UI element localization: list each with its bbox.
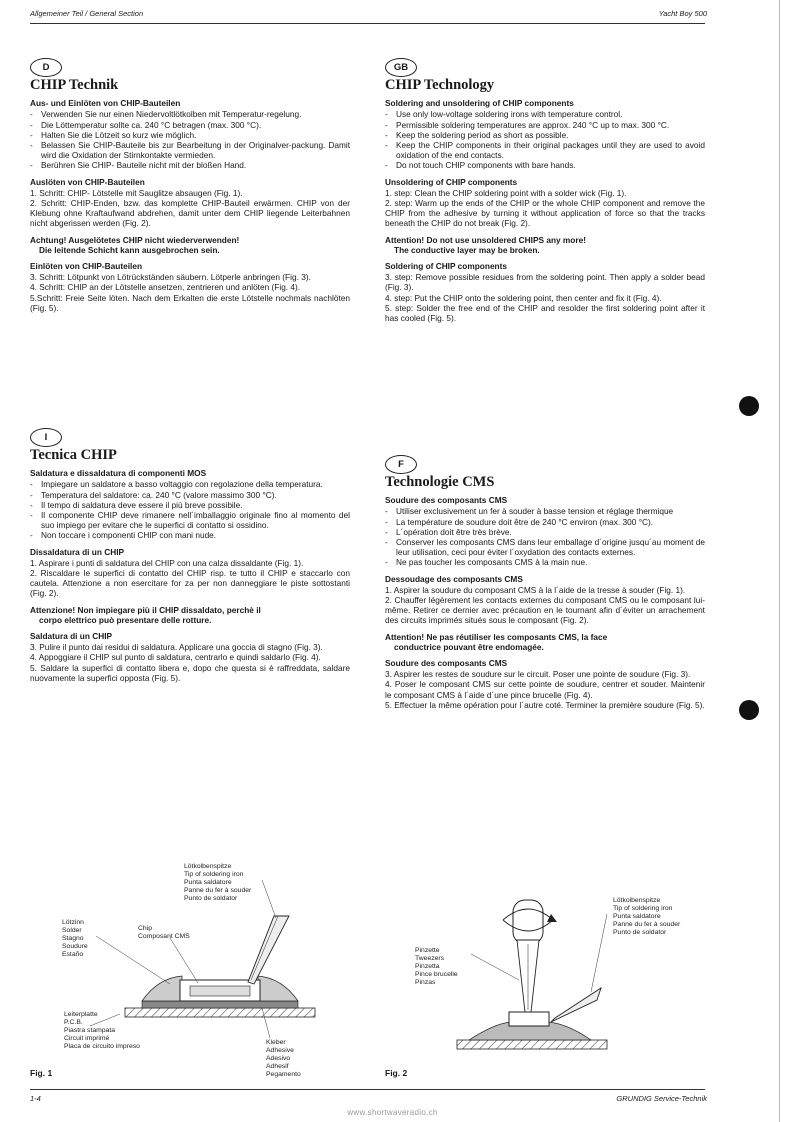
step-item: 5. step: Solder the free end of the CHIP and resolder the first soldering point after it has cooled (Fig. 5). [385,302,705,324]
step-item: 4. Appoggiare il CHIP sul punto di saldatura, centrarlo e quindi saldarlo (Fig. 4). [30,652,321,663]
step-item: 3. Aspirer les restes de soudure sur le circuit. Poser une pointe de soudure (Fig. 3). [385,669,691,680]
step-item: 1. Schritt: CHIP- Lötstelle mit Sauglitze absaugen (Fig. 1). [30,187,243,198]
punch-hole [739,396,759,416]
step-item: 1. step: Clean the CHIP soldering point with a solder wick (Fig. 1). [385,187,627,198]
figure-2 [385,880,715,1080]
step-item: 2. Chauffer légèrement les contacts externes du composant CMS ou le composant lui-même. Retirer ce dernier avec précaution en le tournant afin d´éviter un arrachement des circuits imprimés situés sous le composant (Fig. 2). [385,595,705,626]
section-german [30,58,350,313]
list-item: - Belassen Sie CHIP-Bauteile bis zur Bearbeitung in der Originalver-packung. Damit wird die Oxidation der Stirnkontakte vermieden. [30,140,350,161]
label-pcb: Leiterplatte [64,1011,98,1018]
step-item: 2. step: Warm up the ends of the CHIP or the whole CHIP component and remove the CHIP from the adhesive by turning it without application of force so that the tracks beneath the CHIP do not break (Fig. 2). [385,198,705,229]
language-badge-de: D [30,58,62,77]
list-item: - Temperatura del saldatore: ca. 240 °C (valore massimo 300 °C). [30,489,277,500]
list-item: - Permissible soldering temperatures are approx. 240 °C up to max. 300 °C. [385,119,670,130]
heading-fr-2: Dessoudage des composants CMS [385,573,523,584]
warning-fr: Attention! Ne pas réutiliser les composants CMS, la face conductrice pouvant être endomagée. [385,631,608,652]
svg-text:Circuit imprimé: Circuit imprimé [64,1035,110,1042]
step-item: 1. Aspirare i punti di saldatura del CHIP con una calza dissaldante (Fig. 1). [30,557,304,568]
list-item: - Impiegare un saldatore a basso voltaggio con regolazione della temperatura. [30,479,323,490]
header-right: Yacht Boy 500 [658,9,707,18]
footer-right: GRUNDIG Service-Technik [616,1094,707,1103]
adhesive-layer [142,1001,298,1008]
list-item: - Die Löttemperatur sollte ca. 240 °C betragen (max. 300 °C). [30,119,262,130]
list-item: - Verwenden Sie nur einen Niedervoltlötkolben mit Temperatur-regelung. [30,109,302,120]
svg-text:Tip of soldering iron: Tip of soldering iron [613,905,673,912]
figure-2-caption: Fig. 2 [385,1068,408,1078]
svg-text:Soudure: Soudure [62,943,88,950]
svg-text:Pinzas: Pinzas [415,979,436,986]
list-item: - Conserver les composants CMS dans leur emballage d´origine jusqu´au moment de leur utilisation, ceci pour éviter l´oxydation des contacts externes. [385,537,705,558]
svg-text:Adesivo: Adesivo [266,1055,291,1062]
step-item: 1. Aspirer la soudure du composant CMS à la l´aide de la tresse à souder (Fig. 1). [385,584,686,595]
chip-top [190,986,250,996]
step-item: 4. Poser le composant CMS sur cette pointe de soudure, centrer et souder. Maintenir le composant CMS à l´aide d´une pince brucelle (Fig. 4). [385,679,705,700]
section-french [385,455,705,710]
step-item: 5. Saldare la superfici di contatto libera e, dopo che questa si è raffreddata, saldare nuovamente la superfici opposta (Fig. 5). [30,662,350,683]
list-item: - L´opération doit être très brève. [385,526,512,537]
svg-text:Stagno: Stagno [62,935,84,942]
heading-it-1: Saldatura e dissaldatura di componenti MOS [30,468,207,479]
list-item: - La température de soudure doit être de 240 °C environ (max. 300 °C). [385,516,654,527]
list-item: - Halten Sie die Lötzeit so kurz wie möglich. [30,129,197,140]
svg-text:Panne du fer à souder: Panne du fer à souder [184,887,252,894]
heading-fr-1: Soudure des composants CMS [385,495,508,506]
step-item: 5.Schritt: Freie Seite löten. Nach dem Erkalten die erste Lötstelle nochmals nachlöten (Fig. 5). [30,292,350,313]
list-item: - Keep the soldering period as short as possible. [385,129,569,140]
svg-text:Punto de soldator: Punto de soldator [613,929,667,936]
section-english [385,58,705,323]
step-item: 5. Effectuer la même opération pour l´autre coté. Terminer la première soudure (Fig. 5). [385,699,705,710]
svg-text:Pegamento: Pegamento [266,1071,301,1078]
heading-it-3: Saldatura di un CHIP [30,631,113,642]
step-item: 3. Schritt: Lötpunkt von Lötrückständen säubern. Lötperle anbringen (Fig. 3). [30,272,311,283]
list-item: - Non toccare i componenti CHIP con mani nude. [30,530,217,541]
svg-text:Pinzetta: Pinzetta [415,963,440,970]
footer-rule [30,1089,705,1090]
svg-text:Punta saldatore: Punta saldatore [613,913,661,920]
heading-de-1: Aus- und Einlöten von CHIP-Bauteilen [30,98,181,109]
heading-fr-3: Soudure des composants CMS [385,658,508,669]
pcb-board [125,1008,315,1017]
figure-2-drawing [385,880,715,1080]
svg-text:Tweezers: Tweezers [415,955,445,962]
solder-fillet-right [258,976,298,1001]
label-chip: Chip [138,925,152,932]
step-item: 4. step: Put the CHIP onto the soldering point, then center and fix it (Fig. 4). [385,292,662,303]
heading-gb-1: Soldering and unsoldering of CHIP components [385,98,574,109]
svg-text:Piastra stampata: Piastra stampata [64,1027,115,1034]
svg-text:Punto de soldator: Punto de soldator [184,895,238,902]
soldering-iron [551,988,601,1022]
heading-gb-2: Unsoldering of CHIP components [385,176,518,187]
chip-body [509,1012,549,1026]
svg-text:Tip of soldering iron: Tip of soldering iron [184,871,244,878]
list-item: - Ne pas toucher les composants CMS à la main nue. [385,557,588,568]
scan-edge-line [779,0,780,1122]
language-badge-it: I [30,428,62,447]
pcb-board [457,1040,607,1049]
label-adhesive: Kleber [266,1039,286,1046]
svg-text:Panne du fer à souder: Panne du fer à souder [613,921,681,928]
header-rule [30,23,705,24]
svg-text:Estaño: Estaño [62,951,84,958]
section-italian [30,428,350,683]
step-item: 2. Riscaldare le superfici di contatto del CHIP risp. te tutto il CHIP e staccarlo con cautela. Attenzione a non esercitare for za per non danneggiare le piste sottostanti (Fig. 2). [30,568,350,599]
header-left: Allgemeiner Teil / General Section [30,9,144,18]
page-number: 1-4 [30,1094,41,1103]
label-tweezers: Pinzette [415,947,440,954]
step-item: 4. Schritt: CHIP an der Lötstelle ansetzen, zentrieren und anlöten (Fig. 4). [30,282,301,293]
step-item: 3. Pulire il punto dai residui di saldatura. Applicare una goccia di stagno (Fig. 3). [30,642,323,653]
list-item: - Use only low-voltage soldering irons with temperature control. [385,109,623,120]
svg-text:P.C.B.: P.C.B. [64,1019,83,1026]
svg-text:Solder: Solder [62,927,82,934]
soldering-iron [248,916,289,984]
figure-1-drawing [30,858,360,1078]
figure-1-caption: Fig. 1 [30,1068,53,1078]
step-item: 2. Schritt: CHIP-Enden, bzw. das komplette CHIP-Bauteil erwärmen. CHIP von der Klebung ohne Kraftaufwand abdrehen, damit unter dem CHIP liegende Leiterbahnen nicht abgerissen werden (Fig. 2). [30,198,350,229]
list-item: - Utiliser exclusivement un fer à souder à basse tension et réglage thermique [385,506,674,517]
warning-gb: Attention! Do not use unsoldered CHIPS any more! The conductive layer may be broken. [385,234,586,255]
section-title-gb: CHIP Technology [385,77,495,93]
list-item: - Il componente CHIP deve rimanere nell´imballaggio originale fino al momento del suo impiego per evitare che le superfici di contatto si ossidino. [30,510,350,531]
svg-text:Punta saldatore: Punta saldatore [184,879,232,886]
heading-gb-3: Soldering of CHIP components [385,261,508,272]
warning-it: Attenzione! Non impiegare più il CHIP dissaldato, perchè il corpo elettrico può presentare delle rotture. [30,604,261,625]
svg-text:Adhesif: Adhesif [266,1063,289,1070]
list-item: - Do not touch CHIP components with bare hands. [385,160,576,171]
section-title-fr: Technologie CMS [385,474,495,490]
solder-fillet-left [142,976,182,1001]
language-badge-gb: GB [385,58,417,77]
list-item: - Berühren Sie CHIP- Bauteile nicht mit der bloßen Hand. [30,160,247,171]
label-tip: Lötkolbenspitze [184,863,232,870]
figure-1 [30,858,360,1078]
section-title-de: CHIP Technik [30,77,119,93]
svg-text:Pince brucelle: Pince brucelle [415,971,458,978]
tweezers-handle [513,900,543,944]
section-title-it: Tecnica CHIP [30,447,117,463]
language-badge-fr: F [385,455,417,474]
warning-de: Achtung! Ausgelötetes CHIP nicht wiederverwenden! Die leitende Schicht kann ausgebrochen sein. [30,234,240,255]
heading-de-3: Einlöten von CHIP-Bauteilen [30,261,143,272]
heading-de-2: Auslöten von CHIP-Bauteilen [30,176,145,187]
label-solder: Lötzinn [62,919,84,926]
svg-text:Adhesive: Adhesive [266,1047,294,1054]
list-item: - Il tempo di saldatura deve essere il più breve possibile. [30,499,243,510]
label-tip: Lötkolbenspitze [613,897,661,904]
list-item: - Keep the CHIP components in their original packages until they are used to avoid oxidation of the end contacts. [385,140,705,161]
watermark: www.shortwaveradio.ch [347,1108,438,1117]
heading-it-2: Dissaldatura di un CHIP [30,546,125,557]
svg-text:Placa de circuito impreso: Placa de circuito impreso [64,1043,140,1050]
step-item: 3. step: Remove possible residues from the soldering point. Then apply a solder bead (Fig. 3). [385,272,705,293]
punch-hole [739,700,759,720]
svg-text:Composant CMS: Composant CMS [138,933,190,940]
